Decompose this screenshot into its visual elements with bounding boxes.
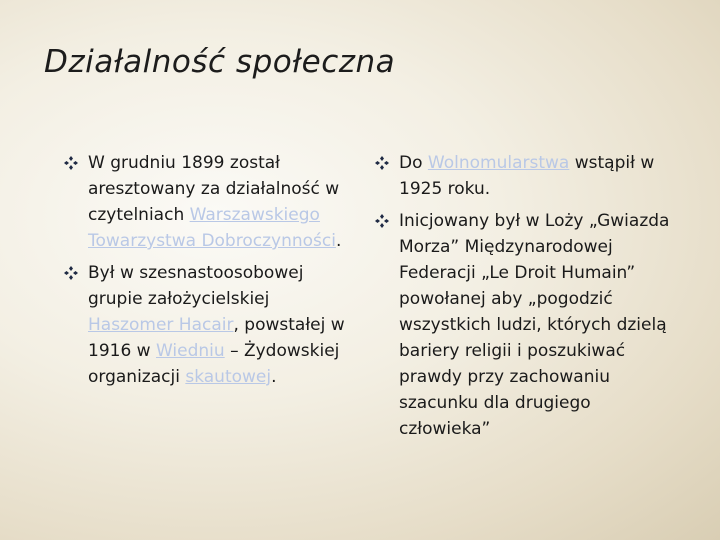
bullet-text: Był w szesnastoosobowej grupie założycielskiej	[88, 263, 304, 309]
bullet-text: Inicjowany był w Loży „Gwiazda Morza” Międzynarodowej Federacji „Le Droit Humain” powołanej aby „pogodzić wszystkich ludzi, których dzielą bariery religii i poszukiwać prawdy przy zachowaniu szacunku dla drugiego człowieka”	[399, 211, 670, 439]
bullet-text: .	[335, 231, 342, 251]
link-wolnomularstwa[interactable]: Wolnomularstwa	[427, 153, 570, 173]
link-haszomer-hacair[interactable]: Haszomer Hacair	[88, 315, 234, 335]
four-diamond-bullet-icon	[375, 208, 393, 234]
slide-title: Działalność społeczna	[44, 44, 396, 80]
right-column	[373, 150, 673, 448]
bullet-text: – Żydowskiej organizacji	[88, 341, 340, 387]
four-diamond-bullet-icon	[64, 260, 82, 286]
bullet-item-lodge	[373, 208, 673, 442]
bullet-item-arrest	[62, 150, 358, 254]
link-wieden[interactable]: Wiedniu	[155, 341, 225, 361]
left-column	[62, 150, 358, 396]
bullet-text: W grudniu 1899 został aresztowany za działalność w czytelniach	[88, 153, 340, 225]
link-skautowej[interactable]: skautowej	[185, 367, 272, 387]
bullet-text: Do	[399, 153, 428, 173]
bullet-item-freemasonry	[373, 150, 673, 202]
four-diamond-bullet-icon	[375, 150, 393, 176]
bullet-item-hashomer	[62, 260, 358, 390]
four-diamond-bullet-icon	[64, 150, 82, 176]
bullet-text: wstąpił w 1925 roku.	[399, 153, 655, 199]
link-warszawskie-towarzystwo[interactable]: Warszawskiego Towarzystwa Dobroczynności	[88, 205, 336, 251]
bullet-text: , powstałej w 1916 w	[88, 315, 345, 361]
bullet-text: .	[271, 367, 277, 387]
